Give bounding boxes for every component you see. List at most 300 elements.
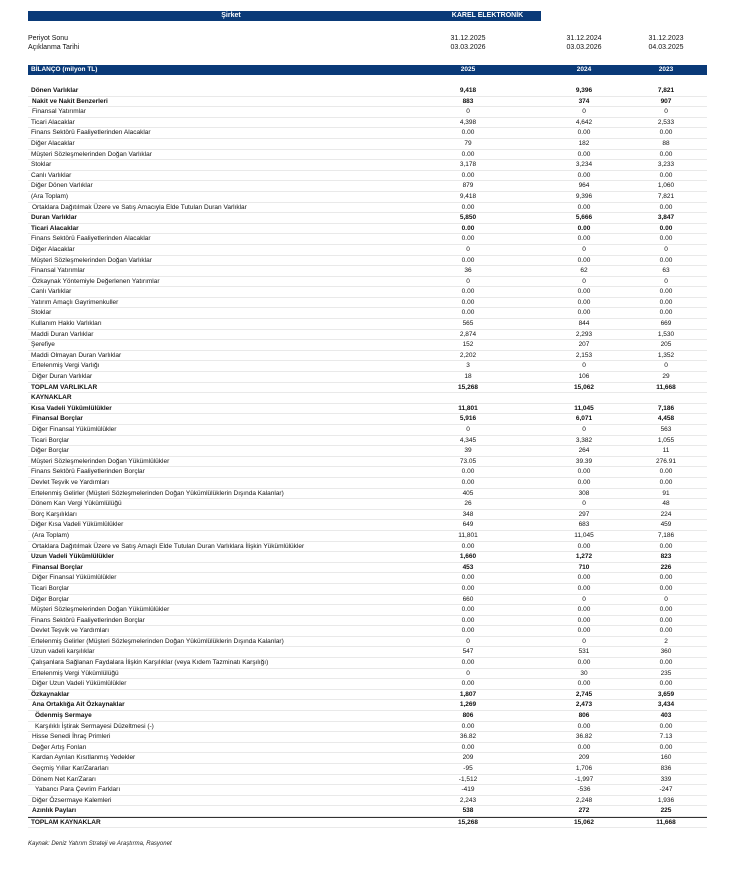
row-value: 0.00 [659,224,673,232]
row-value: 0.00 [577,235,591,243]
row-value: 11,668 [656,383,676,391]
table-row [28,203,707,214]
meta-value: 04.03.2025 [648,44,684,51]
table-row [28,817,707,828]
row-value: 660 [462,595,474,603]
table-row [28,224,707,235]
row-value: 565 [462,320,474,328]
row-label: Kardan Ayrılan Kısıtlanmış Yedekler [32,754,136,762]
row-label: Ortaklara Dağıtılmak Üzere ve Satış Amaçlı Elde Tutulan Duran Varlıklara İlişkin Yükümlülükler [32,542,305,550]
table-row [28,319,707,330]
balance-header [28,65,707,75]
row-value: 3,178 [459,161,477,169]
meta-label: Periyot Sonu [28,35,69,42]
row-label: Değer Artış Fonları [32,743,87,751]
row-value: 0 [582,277,586,285]
row-value: 15,268 [458,383,478,391]
company-name: KAREL ELEKTRONİK [434,11,541,21]
row-value: 160 [660,754,672,762]
table-row [28,139,707,150]
row-value: 0.00 [577,616,591,624]
row-value: 0 [664,595,668,603]
row-label: Müşteri Sözleşmelerinden Doğan Varlıklar [31,150,152,158]
row-label: Diğer Borçlar [31,447,69,455]
row-value: 879 [462,182,474,190]
row-value: 883 [462,97,474,105]
row-label: Dönem Karı Vergi Yükümlülüğü [31,500,122,508]
row-label: Devlet Teşvik ve Yardımları [31,478,110,486]
row-value: 0.00 [577,627,591,635]
row-value: 0.00 [461,203,475,211]
row-value: 0.00 [461,722,475,730]
row-label: TOPLAM KAYNAKLAR [31,818,101,826]
row-label: Maddi Olmayan Duran Varlıklar [31,351,122,359]
row-value: -536 [577,786,591,794]
row-value: 0 [664,245,668,253]
table-row [28,245,707,256]
table-row [28,806,707,817]
row-value: 11 [662,447,670,455]
table-row [28,679,707,690]
row-label: Stoklar [31,161,52,169]
row-label: (Ara Toplam) [31,192,69,200]
source-note: Kaynak: Deniz Yatırım Strateji ve Araştırma, Rasyonet [28,841,172,847]
row-value: 844 [578,320,590,328]
row-label: Özkaynak Yöntemiyle Değerlenen Yatırımlar [32,277,160,285]
row-value: 0.00 [577,680,591,688]
table-row [28,160,707,171]
row-value: 297 [578,510,590,518]
row-value: 0 [664,108,668,116]
row-value: 0.00 [577,256,591,264]
row-value: 3,234 [575,161,593,169]
row-value: 0.00 [577,478,591,486]
row-label: Ticari Alacaklar [31,224,79,232]
row-value: 4,398 [459,118,477,126]
row-value: 0 [664,362,668,370]
row-value: 9,418 [459,87,477,94]
row-label: Uzun vadeli karşılıklar [31,648,95,656]
meta-row-period [28,34,708,43]
table-row [28,107,707,118]
row-label: Finans Sektörü Faaliyetlerinden Borçlar [31,468,145,476]
row-value: 1,706 [575,765,593,772]
row-value: 2,745 [575,690,593,698]
row-value: 205 [660,341,672,349]
row-value: 3,233 [657,161,675,169]
table-row [28,796,707,807]
row-label: Finans Sektörü Faaliyetlerinden Borçlar [31,616,145,624]
row-value: 0.00 [461,129,475,137]
row-value: 0 [582,595,586,603]
row-value: 0 [466,669,470,677]
table-row [28,489,707,500]
row-value: 0.00 [577,309,591,317]
row-label: Şerefiye [31,341,55,349]
row-label: KAYNAKLAR [31,394,72,402]
table-row [28,584,707,595]
balance-table [28,86,707,828]
row-label: Ertelenmiş Vergi Yükümlülüğü [32,669,119,677]
row-label: Ticari Alacaklar [31,118,75,126]
row-value: 1,807 [459,690,477,698]
row-value: 459 [660,521,672,529]
row-value: 3,659 [657,690,675,698]
table-row [28,436,707,447]
table-row [28,542,707,553]
row-value: 0.00 [659,150,673,158]
table-row [28,86,707,97]
row-value: 4,345 [459,436,477,444]
row-label: Karşılıklı İştirak Sermayesi Düzeltmesi (-) [35,722,154,730]
row-value: 6,071 [575,415,593,423]
row-value: 62 [580,267,588,275]
row-value: 0.00 [461,171,475,179]
row-value: 0.00 [659,478,673,486]
row-value: 563 [660,426,672,433]
table-row [28,722,707,733]
row-value: 0.00 [461,468,475,476]
row-value: 0.00 [461,616,475,624]
row-value: 374 [578,97,590,105]
table-row [28,192,707,203]
row-label: Müşteri Sözleşmelerinden Doğan Yükümlülükler [31,457,170,465]
row-label: Müşteri Sözleşmelerinden Doğan Yükümlülükler [31,606,170,614]
table-row [28,266,707,277]
row-value: 0.00 [659,722,673,730]
row-value: 5,850 [459,214,477,222]
balance-title: BİLANÇO (milyon TL) [31,66,98,73]
meta-value: 31.12.2025 [450,35,486,42]
table-row [28,171,707,182]
table-row [28,743,707,754]
row-value: 2,243 [459,796,477,804]
row-value: 0.00 [577,468,591,476]
row-value: 0.00 [659,659,673,667]
row-label: TOPLAM VARLIKLAR [31,383,98,391]
row-value: 0.00 [659,606,673,614]
row-value: 0.00 [577,743,591,751]
table-row [28,563,707,574]
row-value: 0.00 [577,203,591,211]
row-value: 11,045 [574,404,594,412]
row-label: Ana Ortaklığa Ait Özkaynaklar [32,701,125,709]
row-value: 0.00 [461,542,475,550]
table-row [28,605,707,616]
row-value: 308 [578,489,590,497]
row-value: 1,660 [459,553,477,561]
table-row [28,753,707,764]
row-value: 964 [578,182,590,190]
row-value: 0.00 [659,298,673,306]
row-label: Ticari Borçlar [31,584,70,592]
row-value: 0.00 [461,478,475,486]
row-value: 2 [664,637,668,645]
row-value: 0.00 [659,203,673,211]
row-value: 405 [462,489,474,497]
row-value: 0.00 [461,584,475,592]
row-label: Finansal Yatırımlar [31,267,85,275]
row-value: 235 [660,669,672,677]
table-row [28,573,707,584]
table-row [28,732,707,743]
table-row [28,669,707,680]
row-label: Çalışanlara Sağlanan Faydalara İlişkin Karşılıklar (veya Kıdem Tazminatı Karşılığı) [31,659,269,667]
row-value: 79 [464,139,472,147]
table-row [28,361,707,372]
row-label: Finans Sektörü Faaliyetlerinden Alacaklar [31,235,151,243]
row-value: 39 [464,447,472,455]
row-label: Diğer Finansal Yükümlülükler [32,574,117,582]
row-value: 209 [578,754,590,762]
row-value: 11,801 [458,531,478,539]
row-value: 4,458 [657,415,675,423]
row-value: 0.00 [659,309,673,317]
table-row [28,234,707,245]
row-value: 7,821 [657,87,675,94]
row-label: (Ara Toplam) [32,531,70,539]
row-value: 0.00 [659,627,673,635]
table-row [28,308,707,319]
row-value: 3,434 [657,701,675,709]
table-row [28,330,707,341]
row-label: Devlet Teşvik ve Yardımları [31,627,110,635]
row-label: Ertelenmiş Gelirler (Müşteri Sözleşmelerinden Doğan Yükümlülüklerin Dışında Kalanlar) [31,637,284,645]
table-row [28,414,707,425]
table-row [28,658,707,669]
row-value: 0 [664,277,668,285]
row-value: 7.13 [659,733,673,741]
table-row [28,690,707,701]
row-value: 2,533 [657,118,675,126]
row-value: 0.00 [461,659,475,667]
row-value: 106 [578,373,590,381]
row-label: Geçmiş Yıllar Kar/Zararları [32,765,109,772]
table-row [28,775,707,786]
row-value: 15,062 [574,818,594,826]
row-value: 36.82 [459,733,477,741]
table-row [28,372,707,383]
table-row [28,467,707,478]
row-label: Borç Karşılıkları [31,510,77,518]
row-value: 7,821 [657,192,675,200]
row-label: Özkaynaklar [31,690,70,698]
row-value: 1,530 [657,330,675,338]
row-value: 0 [582,245,586,253]
row-value: 2,874 [459,330,477,338]
meta-row-announce [28,43,708,52]
row-value: 7,186 [657,531,675,539]
row-label: Uzun Vadeli Yükümlülükler [31,553,114,561]
row-label: Kısa Vadeli Yükümlülükler [31,404,112,412]
meta-label: Açıklanma Tarihi [28,44,80,51]
row-value: 276.91 [656,457,676,465]
row-value: 0.00 [577,129,591,137]
row-value: 823 [660,553,672,561]
row-value: 1,272 [575,553,593,561]
row-label: Diğer Dönen Varlıklar [31,182,93,190]
row-value: 0.00 [461,574,475,582]
table-row [28,531,707,542]
row-label: Müşteri Sözleşmelerinden Doğan Varlıklar [31,256,152,264]
row-value: 88 [662,139,670,147]
row-value: 3,382 [575,436,593,444]
row-value: 36.82 [575,733,593,741]
row-label: Yabancı Para Çevrim Farkları [35,786,121,794]
row-value: 11,045 [574,531,594,539]
row-value: 348 [462,510,474,518]
table-row [28,510,707,521]
row-value: 0.00 [659,616,673,624]
row-label: Dönen Varlıklar [31,87,79,94]
row-value: 0.00 [659,288,673,296]
table-row [28,97,707,108]
row-label: Finansal Borçlar [32,415,83,423]
table-row [28,457,707,468]
row-value: 36 [464,267,472,275]
row-value: 0 [466,277,470,285]
year-header: 2023 [658,66,674,73]
row-value: 1,352 [657,351,675,359]
row-value: 0.00 [461,298,475,306]
row-value: -1,997 [574,775,594,783]
row-label: Nakit ve Nakit Benzerleri [32,97,108,105]
table-row [28,118,707,129]
row-value: 0.00 [461,288,475,296]
row-value: 0.00 [659,584,673,592]
row-value: 15,268 [458,818,478,826]
row-value: 0 [466,108,470,116]
row-value: 9,418 [459,192,477,200]
row-value: 0.00 [659,256,673,264]
row-value: 0.00 [577,171,591,179]
row-value: 11,801 [458,404,478,412]
table-row [28,213,707,224]
table-row [28,595,707,606]
table-row [28,128,707,139]
row-value: 710 [578,563,590,571]
row-value: 453 [462,563,474,571]
table-row [28,150,707,161]
row-value: 2,473 [575,701,593,709]
row-value: 907 [660,97,672,105]
company-header [28,11,541,21]
row-value: 18 [464,373,472,381]
table-row [28,298,707,309]
row-value: 0.00 [461,224,475,232]
row-value: 547 [462,648,474,656]
row-label: Finansal Yatırımlar [32,108,86,116]
table-row [28,711,707,722]
row-value: 0.00 [461,235,475,243]
table-row [28,616,707,627]
row-label: Finansal Borçlar [32,563,83,571]
row-label: Ticari Borçlar [31,436,70,444]
table-row [28,552,707,563]
row-value: -419 [461,786,475,794]
table-row [28,351,707,362]
table-row [28,340,707,351]
row-value: 806 [462,712,474,720]
row-value: 0.00 [659,468,673,476]
row-value: 0 [466,245,470,253]
row-label: Canlı Varlıklar [31,288,72,296]
row-value: 63 [662,267,670,275]
row-value: 0.00 [577,659,591,667]
row-value: 0.00 [577,288,591,296]
row-label: Azınlık Payları [32,807,77,815]
table-row [28,637,707,648]
row-value: 5,666 [575,214,593,222]
row-value: 29 [662,373,670,381]
row-value: 0 [582,108,586,116]
row-value: 0.00 [461,150,475,158]
row-value: 1,936 [657,796,675,804]
meta-value: 31.12.2023 [648,35,684,42]
row-value: 0.00 [577,224,591,232]
row-label: Stoklar [31,309,52,317]
row-value: 836 [660,765,672,772]
table-row [28,383,707,394]
row-value: 0.00 [461,256,475,264]
table-row [28,446,707,457]
row-value: 0.00 [461,743,475,751]
row-value: 1,055 [657,436,675,444]
row-value: 669 [660,320,672,328]
row-value: 15,062 [574,383,594,391]
row-value: 73.05 [459,457,477,465]
row-value: 0.00 [659,680,673,688]
row-label: Diğer Uzun Vadeli Yükümlülükler [32,680,127,688]
row-label: Canlı Varlıklar [31,171,72,179]
row-value: 0.00 [461,627,475,635]
table-row [28,700,707,711]
row-label: Yatırım Amaçlı Gayrimenkuller [31,298,119,306]
table-row [28,393,707,404]
row-label: Diğer Özsermaye Kalemleri [32,796,112,804]
row-value: 48 [662,500,670,508]
row-value: 683 [578,521,590,529]
row-label: Diğer Finansal Yükümlülükler [32,426,117,433]
row-value: 5,916 [459,415,477,423]
row-value: 0.00 [659,235,673,243]
row-value: 0.00 [577,584,591,592]
row-value: -95 [463,765,473,772]
table-row [28,499,707,510]
row-value: 360 [660,648,672,656]
row-label: Ödenmiş Sermaye [35,712,92,720]
row-value: 0.00 [659,171,673,179]
row-label: Hisse Senedi İhraç Primleri [32,733,111,741]
row-value: 207 [578,341,590,349]
row-value: 226 [660,563,672,571]
row-value: 2,153 [575,351,593,359]
row-value: 806 [578,712,590,720]
row-value: 0.00 [659,129,673,137]
table-row [28,425,707,436]
row-value: 2,248 [575,796,593,804]
row-value: 0.00 [577,150,591,158]
row-value: 1,269 [459,701,477,709]
row-label: Diğer Duran Varlıklar [32,373,93,381]
row-value: 0 [582,500,586,508]
meta-value: 31.12.2024 [566,35,602,42]
table-row [28,785,707,796]
row-value: 264 [578,447,590,455]
row-value: -247 [659,786,673,794]
row-label: Diğer Alacaklar [31,245,75,253]
row-value: 3,847 [657,214,675,222]
